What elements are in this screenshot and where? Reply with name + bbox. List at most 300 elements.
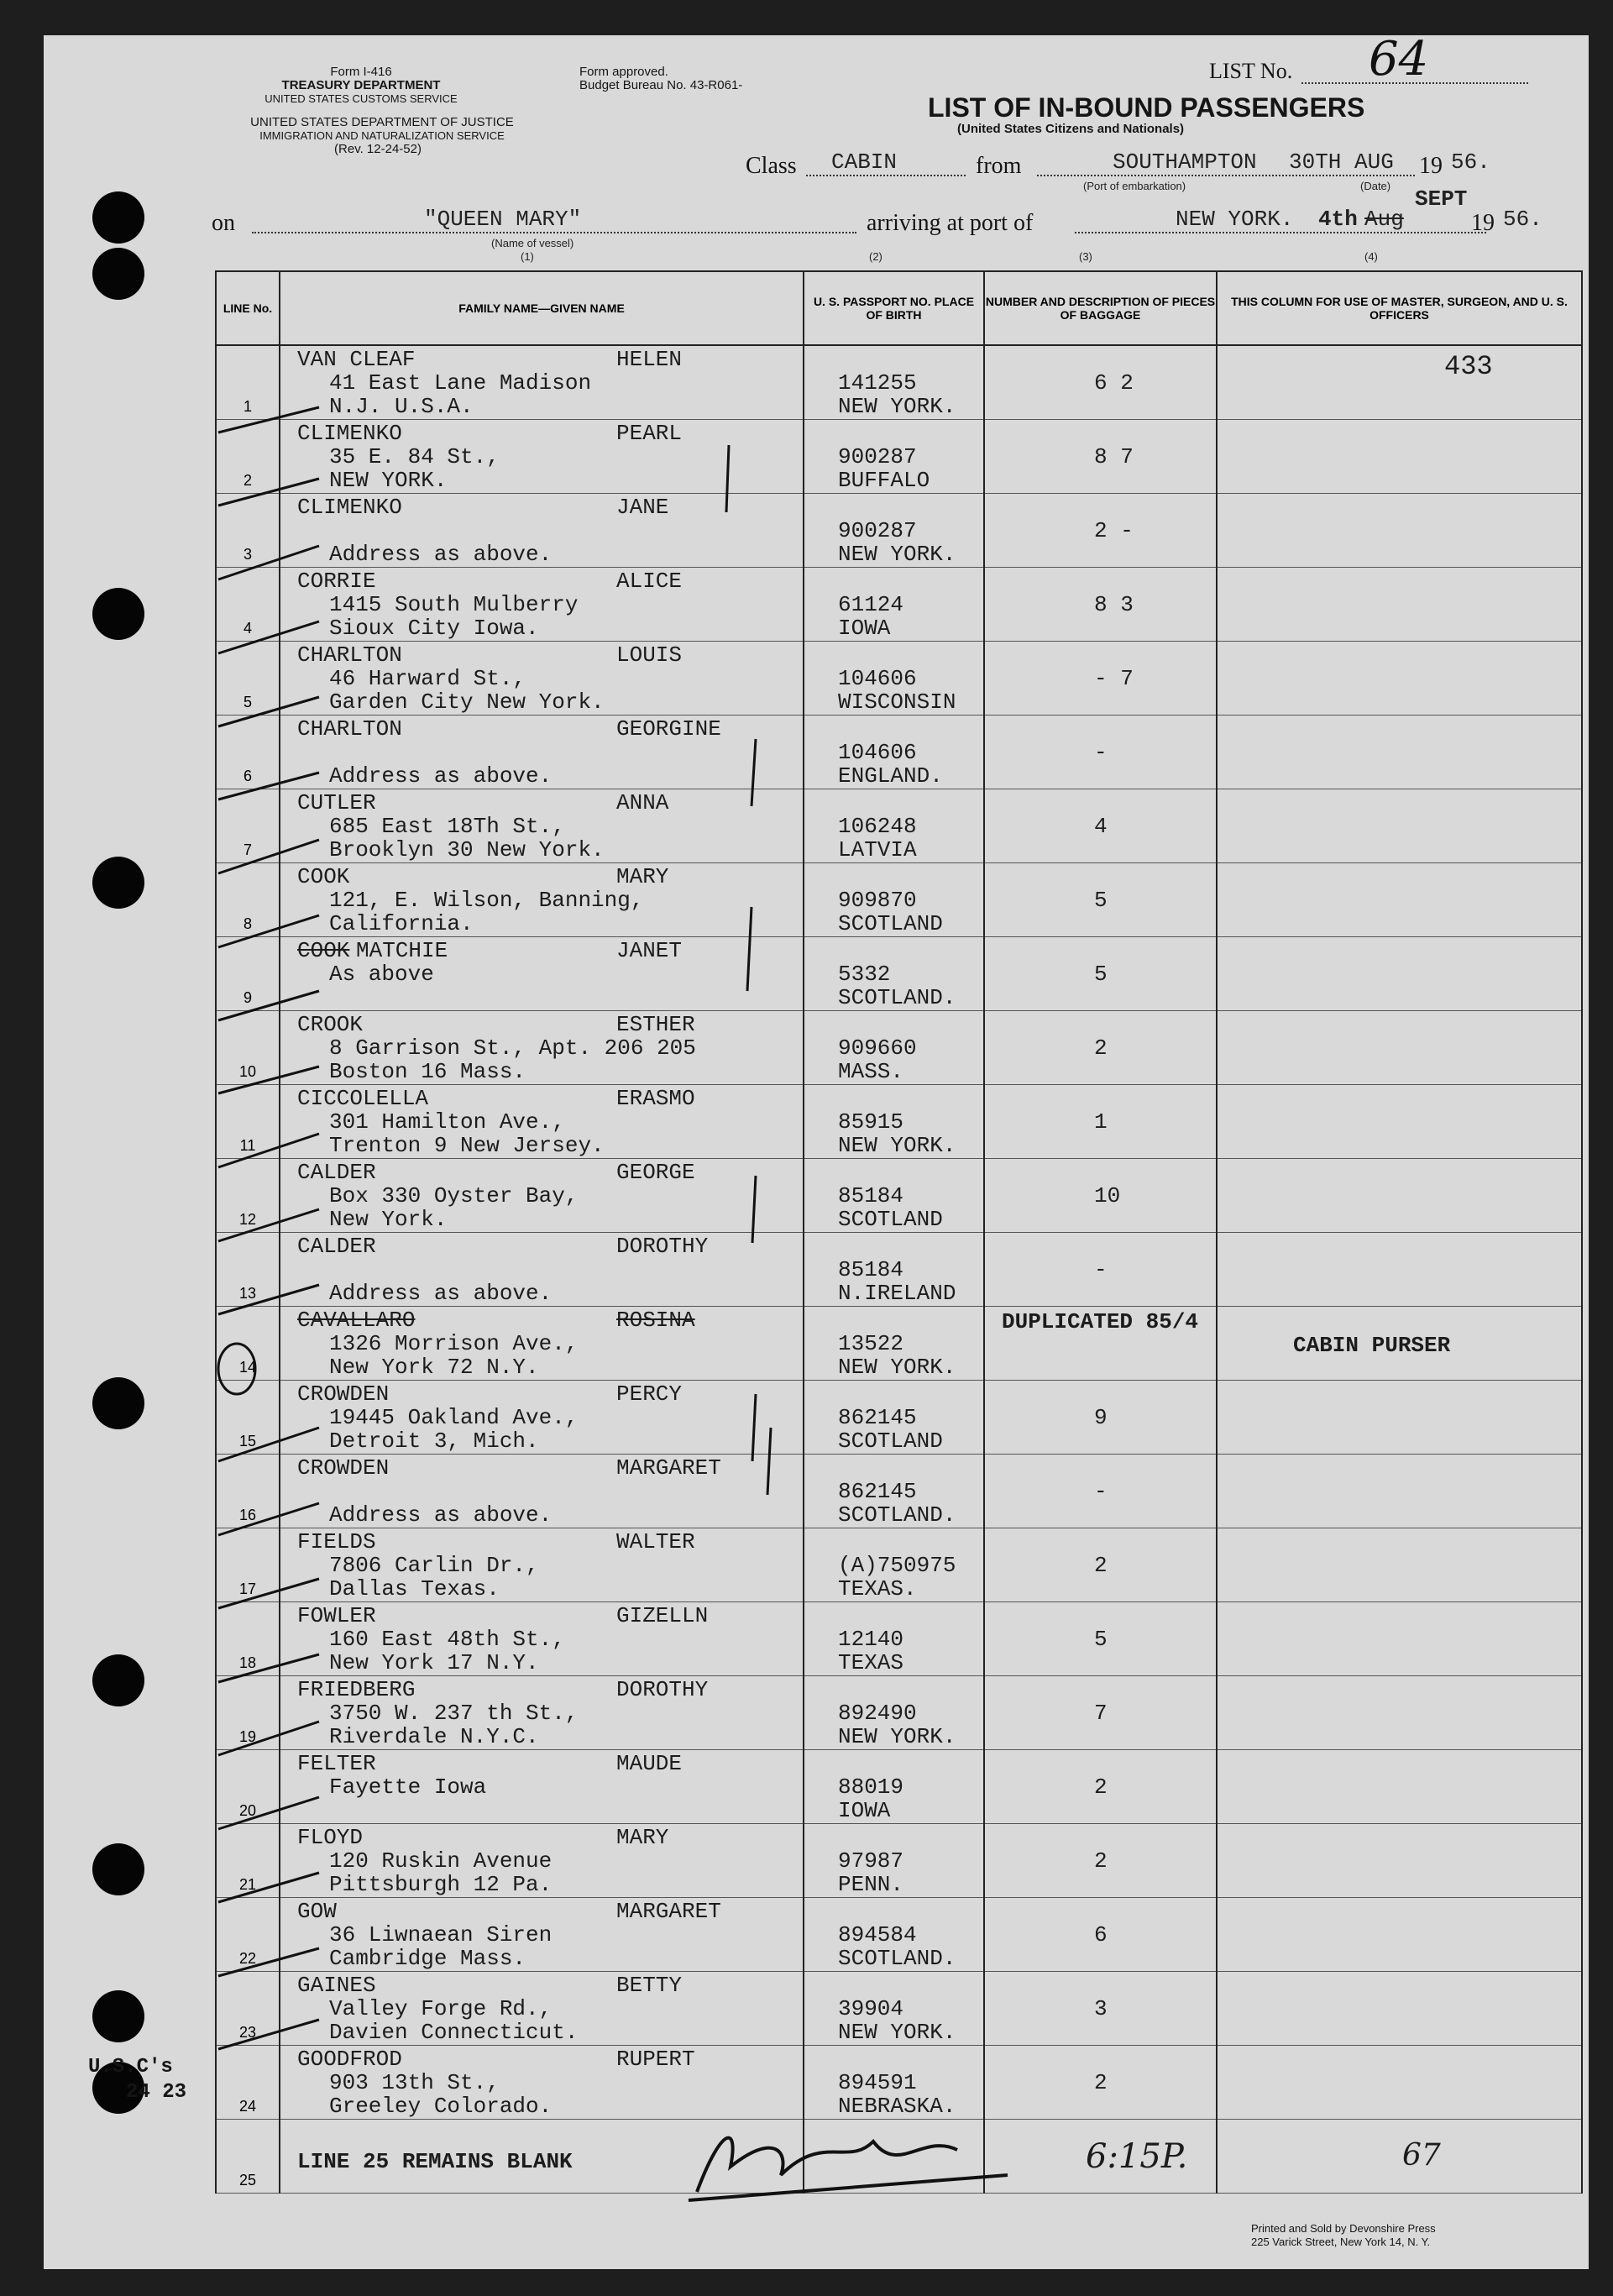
binder-hole: [92, 588, 144, 640]
inspector-ticks: [202, 336, 806, 2183]
passport-number: 894591: [838, 2070, 917, 2095]
address-line-2: New York.: [329, 1207, 448, 1232]
passport-number: 97987: [838, 1848, 904, 1874]
line-number: 2: [243, 472, 252, 489]
passport-number: (A)750975: [838, 1553, 956, 1578]
passport-number: 909660: [838, 1035, 917, 1061]
address-line-1: 1326 Morrison Ave.,: [329, 1331, 579, 1356]
given-name: ROSINA: [616, 1308, 695, 1333]
binder-hole: [92, 857, 144, 909]
place-of-birth: SCOTLAND: [838, 911, 943, 936]
col-line-header: LINE No.: [216, 271, 280, 345]
on-label: on: [212, 210, 235, 236]
address-line-2: Boston 16 Mass.: [329, 1059, 526, 1084]
dept-treasury: TREASURY DEPARTMENT: [281, 78, 441, 92]
vessel-line: [252, 232, 856, 233]
place-of-birth: IOWA: [838, 616, 891, 641]
form-subtitle: (United States Citizens and Nationals): [957, 122, 1185, 136]
passport-cell: [804, 345, 984, 420]
form-revision: (Rev. 12-24-52): [334, 142, 422, 156]
baggage-cell: [984, 1011, 1217, 1085]
line-number: 12: [238, 1211, 257, 1228]
passport-cell: [804, 1159, 984, 1233]
baggage-cell: [984, 716, 1217, 789]
class-value: CABIN: [831, 149, 898, 175]
place-of-birth: SCOTLAND.: [838, 985, 956, 1010]
baggage-count: 4: [1094, 814, 1108, 839]
officer-note: CABIN PURSER: [1293, 1333, 1451, 1358]
margin-note-usc: U.S.C's: [88, 2056, 173, 2078]
address-line-1: 903 13th St.,: [329, 2070, 500, 2095]
passport-cell: [804, 1602, 984, 1676]
baggage-cell: [984, 568, 1217, 642]
passport-number: 141255: [838, 370, 917, 396]
baggage-cell: [984, 494, 1217, 568]
address-line-1: Valley Forge Rd.,: [329, 1996, 553, 2021]
given-name: BETTY: [616, 1973, 683, 1998]
passport-cell: [804, 420, 984, 494]
place-of-birth: ENGLAND.: [838, 763, 943, 789]
baggage-count: 2 -: [1094, 518, 1134, 543]
given-name: MARY: [616, 1825, 669, 1850]
baggage-count: 5: [1094, 888, 1108, 913]
address-line-2: Pittsburgh 12 Pa.: [329, 1872, 553, 1897]
family-name: FLOYD: [297, 1825, 364, 1850]
line-number: 5: [243, 694, 252, 710]
embarkation-date: 30TH AUG: [1289, 149, 1394, 175]
passport-cell: [804, 1676, 984, 1750]
port-embark-caption: (Port of embarkation): [1083, 180, 1186, 192]
place-of-birth: SCOTLAND: [838, 1428, 943, 1454]
baggage-count: 2: [1094, 1035, 1108, 1061]
col-passport-header: U. S. PASSPORT NO. PLACE OF BIRTH: [804, 271, 984, 345]
address-line-1: 41 East Lane Madison: [329, 370, 592, 396]
baggage-count: 2: [1094, 2070, 1108, 2095]
given-name: MARGARET: [616, 1455, 721, 1481]
passport-number: 85184: [838, 1257, 904, 1282]
baggage-count: 9: [1094, 1405, 1108, 1430]
address-line-1: 36 Liwnaean Siren: [329, 1922, 553, 1947]
place-of-birth: SCOTLAND.: [838, 1946, 956, 1971]
baggage-count: 6: [1094, 1922, 1108, 1947]
given-name: MARGARET: [616, 1899, 721, 1924]
address-line-1: 35 E. 84 St.,: [329, 444, 500, 469]
family-name: MATCHIE: [356, 938, 448, 963]
passport-number: 5332: [838, 962, 891, 987]
given-name: DOROTHY: [616, 1677, 709, 1702]
passport-number: 909870: [838, 888, 917, 913]
line-number: 18: [238, 1654, 257, 1671]
family-name: CALDER: [297, 1234, 376, 1259]
family-name: CROWDEN: [297, 1455, 390, 1481]
place-of-birth: NEW YORK.: [838, 2020, 956, 2045]
passport-number: 12140: [838, 1627, 904, 1652]
officer-cell: [1217, 1750, 1582, 1824]
baggage-cell: [984, 1381, 1217, 1455]
address-line-1: 120 Ruskin Avenue: [329, 1848, 553, 1874]
passport-cell: [804, 937, 984, 1011]
line-number: 13: [238, 1285, 257, 1302]
port-of-embarkation: SOUTHAMPTON: [1113, 149, 1257, 175]
baggage-cell: [984, 1307, 1217, 1381]
passport-cell: [804, 642, 984, 716]
printer-address: 225 Varick Street, New York 14, N. Y.: [1251, 2236, 1431, 2248]
place-of-birth: LATVIA: [838, 837, 917, 862]
arrival-year: 56.: [1503, 207, 1542, 232]
col-baggage-header: NUMBER AND DESCRIPTION OF PIECES OF BAGGAGE: [984, 271, 1217, 345]
address-line-2: California.: [329, 911, 474, 936]
officer-cell: [1217, 568, 1582, 642]
col-name-header: FAMILY NAME—GIVEN NAME: [280, 271, 804, 345]
officer-cell: [1217, 1676, 1582, 1750]
given-name: ESTHER: [616, 1012, 695, 1037]
baggage-count: 2: [1094, 1774, 1108, 1800]
given-name: DOROTHY: [616, 1234, 709, 1259]
family-name: FOWLER: [297, 1603, 376, 1628]
passport-number: 39904: [838, 1996, 904, 2021]
place-of-birth: SCOTLAND: [838, 1207, 943, 1232]
baggage-cell: [984, 2046, 1217, 2120]
passport-cell: [804, 1381, 984, 1455]
passport-cell: [804, 863, 984, 937]
officer-cell: [1217, 2120, 1582, 2194]
baggage-count: - 7: [1094, 666, 1134, 691]
family-name: GOW: [297, 1899, 337, 1924]
baggage-count: -: [1094, 1479, 1108, 1504]
family-name: CHARLTON: [297, 716, 402, 742]
address-line-1: 46 Harward St.,: [329, 666, 526, 691]
given-name: ALICE: [616, 569, 683, 594]
budget-bureau: Budget Bureau No. 43-R061-: [579, 78, 743, 92]
address-line-2: Cambridge Mass.: [329, 1946, 526, 1971]
officer-cell: [1217, 1824, 1582, 1898]
officer-cell: [1217, 1972, 1582, 2046]
address-line-2: Garden City New York.: [329, 689, 605, 715]
passport-number: 85915: [838, 1109, 904, 1135]
address-line-1: As above: [329, 962, 434, 987]
passport-number: 104606: [838, 740, 917, 765]
table-header-row: [216, 271, 1582, 345]
address-line-2: New York 17 N.Y.: [329, 1650, 539, 1675]
passport-cell: [804, 1898, 984, 1972]
year-prefix-arrival: 19: [1471, 210, 1495, 236]
line-number: 6: [243, 768, 252, 784]
binder-hole: [92, 1654, 144, 1706]
passport-cell: [804, 1750, 984, 1824]
line-number: 7: [243, 841, 252, 858]
address-line-1: 121, E. Wilson, Banning,: [329, 888, 644, 913]
baggage-count: 8 7: [1094, 444, 1134, 469]
given-name: HELEN: [616, 347, 683, 372]
family-name: CLIMENKO: [297, 495, 402, 520]
baggage-cell: [984, 1455, 1217, 1528]
margin-note-count: 24 23: [126, 2081, 187, 2104]
line-number: 1: [243, 398, 252, 415]
family-name: VAN CLEAF: [297, 347, 416, 372]
embark-line: [1037, 175, 1415, 176]
line-number: 19: [238, 1728, 257, 1745]
dept-justice: UNITED STATES DEPARTMENT OF JUSTICE: [250, 115, 514, 129]
passport-number: 900287: [838, 518, 917, 543]
officer-cell: [1217, 1455, 1582, 1528]
line-number: 25: [238, 2172, 257, 2189]
family-name: CLIMENKO: [297, 421, 402, 446]
place-of-birth: N.IRELAND: [838, 1281, 956, 1306]
address-line-2: Address as above.: [329, 1502, 553, 1528]
officer-note: 433: [1444, 351, 1493, 382]
embarkation-year: 56.: [1451, 149, 1490, 175]
officer-cell: [1217, 1898, 1582, 1972]
baggage-count: 5: [1094, 1627, 1108, 1652]
family-name: CROWDEN: [297, 1381, 390, 1407]
given-name: MARY: [616, 864, 669, 889]
passport-cell: [804, 1011, 984, 1085]
address-line-2: Trenton 9 New Jersey.: [329, 1133, 605, 1158]
line-number: 10: [238, 1063, 257, 1080]
passport-number: 106248: [838, 814, 917, 839]
baggage-count: 10: [1094, 1183, 1121, 1208]
passport-cell: [804, 1233, 984, 1307]
family-name: FIELDS: [297, 1529, 376, 1554]
officer-cell: [1217, 1602, 1582, 1676]
address-line-2: Davien Connecticut.: [329, 2020, 579, 2045]
passport-number: 88019: [838, 1774, 904, 1800]
line-number: 9: [243, 989, 252, 1006]
form-title: LIST OF IN-BOUND PASSENGERS: [928, 92, 1365, 123]
place-of-birth: WISCONSIN: [838, 689, 956, 715]
column-caption-2: (2): [869, 250, 882, 263]
given-name: PERCY: [616, 1381, 683, 1407]
printer-credit: Printed and Sold by Devonshire Press: [1251, 2222, 1436, 2235]
officer-cell: [1217, 716, 1582, 789]
address-line-2: Address as above.: [329, 542, 553, 567]
family-name-struck: COOK: [297, 938, 350, 963]
baggage-cell: [984, 1824, 1217, 1898]
line-number: 16: [238, 1507, 257, 1523]
arrival-month-struck: Aug: [1364, 207, 1404, 232]
address-line-2: New York 72 N.Y.: [329, 1355, 539, 1380]
form-id: Form I-416: [330, 65, 392, 79]
baggage-cell: [984, 1750, 1217, 1824]
list-number-value: 64: [1369, 32, 1429, 86]
baggage-count: -: [1094, 740, 1108, 765]
given-name: GEORGINE: [616, 716, 721, 742]
family-name: COOK: [297, 864, 350, 889]
baggage-cell: [984, 1159, 1217, 1233]
place-of-birth: MASS.: [838, 1059, 904, 1084]
given-name: GEORGE: [616, 1160, 695, 1185]
place-of-birth: SCOTLAND.: [838, 1502, 956, 1528]
given-name: GIZELLN: [616, 1603, 709, 1628]
address-line-2: Detroit 3, Mich.: [329, 1428, 539, 1454]
place-of-birth: NEW YORK.: [838, 1133, 956, 1158]
family-name: CHARLTON: [297, 642, 402, 668]
place-of-birth: BUFFALO: [838, 468, 930, 493]
family-name: FELTER: [297, 1751, 376, 1776]
address-line-2: Brooklyn 30 New York.: [329, 837, 605, 862]
place-of-birth: NEW YORK.: [838, 394, 956, 419]
arrival-day: 4th: [1318, 207, 1358, 232]
address-line-1: Box 330 Oyster Bay,: [329, 1183, 579, 1208]
inspector-signature: [672, 2116, 1024, 2209]
address-line-2: Greeley Colorado.: [329, 2094, 553, 2119]
line-number: 14: [238, 1359, 257, 1376]
officer-cell: [1217, 642, 1582, 716]
list-number-label: LIST No.: [1209, 59, 1293, 83]
passport-number: 104606: [838, 666, 917, 691]
officer-cell: [1217, 420, 1582, 494]
passport-cell: [804, 1528, 984, 1602]
place-of-birth: NEBRASKA.: [838, 2094, 956, 2119]
year-prefix-embark: 19: [1419, 153, 1443, 179]
line-number: 17: [238, 1580, 257, 1597]
baggage-count: 8 3: [1094, 592, 1134, 617]
family-name: GOODFROD: [297, 2047, 402, 2072]
officer-cell: [1217, 863, 1582, 937]
column-caption-3: (3): [1079, 250, 1092, 263]
address-line-2: Dallas Texas.: [329, 1576, 500, 1601]
passport-cell: [804, 494, 984, 568]
baggage-cell: [984, 345, 1217, 420]
line-number: 20: [238, 1802, 257, 1819]
place-of-birth: IOWA: [838, 1798, 891, 1823]
passport-number: 61124: [838, 592, 904, 617]
officer-note: 67: [1402, 2138, 1441, 2173]
address-line-2: Address as above.: [329, 763, 553, 789]
given-name: PEARL: [616, 421, 683, 446]
family-name: CALDER: [297, 1160, 376, 1185]
officer-cell: [1217, 1159, 1582, 1233]
officer-cell: [1217, 2046, 1582, 2120]
officer-cell: [1217, 1233, 1582, 1307]
given-name: JANE: [616, 495, 669, 520]
line-number: 22: [238, 1950, 257, 1967]
address-line-2: N.J. U.S.A.: [329, 394, 474, 419]
line-number: 11: [239, 1137, 256, 1154]
vessel-caption: (Name of vessel): [491, 237, 574, 249]
address-line-1: 301 Hamilton Ave.,: [329, 1109, 565, 1135]
address-line-2: NEW YORK.: [329, 468, 448, 493]
binder-hole: [92, 1990, 144, 2042]
officer-cell: [1217, 1381, 1582, 1455]
address-line-1: Fayette Iowa: [329, 1774, 487, 1800]
passport-number: 892490: [838, 1701, 917, 1726]
baggage-count: 2: [1094, 1848, 1108, 1874]
line-number: 24: [238, 2098, 257, 2115]
place-of-birth: TEXAS: [838, 1650, 904, 1675]
binder-hole: [92, 1843, 144, 1895]
address-line-1: 19445 Oakland Ave.,: [329, 1405, 579, 1430]
baggage-cell: [984, 937, 1217, 1011]
baggage-cell: [984, 642, 1217, 716]
baggage-count: 5: [1094, 962, 1108, 987]
family-name: CORRIE: [297, 569, 376, 594]
column-caption-4: (4): [1364, 250, 1378, 263]
family-name: CICCOLELLA: [297, 1086, 429, 1111]
place-of-birth: TEXAS.: [838, 1576, 917, 1601]
given-name: ERASMO: [616, 1086, 695, 1111]
address-line-2: Address as above.: [329, 1281, 553, 1306]
arrival-port: NEW YORK.: [1176, 207, 1294, 232]
baggage-count: 2: [1094, 1553, 1108, 1578]
arrival-month: SEPT: [1415, 186, 1468, 212]
vessel-name: "QUEEN MARY": [424, 207, 582, 232]
arriving-label: arriving at port of: [867, 210, 1034, 236]
address-line-1: 3750 W. 237 th St.,: [329, 1701, 579, 1726]
officer-cell: [1217, 494, 1582, 568]
given-name: WALTER: [616, 1529, 695, 1554]
passport-cell: [804, 789, 984, 863]
baggage-cell: [984, 1085, 1217, 1159]
line-number: 23: [238, 2024, 257, 2041]
address-line-1: 8 Garrison St., Apt. 206 205: [329, 1035, 696, 1061]
class-line: [806, 175, 966, 176]
passport-cell: [804, 2046, 984, 2120]
passport-cell: [804, 1455, 984, 1528]
address-line-2: Sioux City Iowa.: [329, 616, 539, 641]
passport-number: 900287: [838, 444, 917, 469]
passport-number: 85184: [838, 1183, 904, 1208]
place-of-birth: NEW YORK.: [838, 1355, 956, 1380]
line-number: 3: [243, 546, 252, 563]
baggage-cell: [984, 1233, 1217, 1307]
baggage-count: -: [1094, 1257, 1108, 1282]
place-of-birth: PENN.: [838, 1872, 904, 1897]
officer-cell: [1217, 345, 1582, 420]
passport-cell: [804, 1972, 984, 2046]
baggage-cell: [984, 863, 1217, 937]
baggage-count: 7: [1094, 1701, 1108, 1726]
family-name: FRIEDBERG: [297, 1677, 416, 1702]
passport-number: 894584: [838, 1922, 917, 1947]
line-number: 21: [238, 1876, 257, 1893]
officer-cell: [1217, 1085, 1582, 1159]
binder-hole: [92, 191, 144, 244]
officer-cell: [1217, 1307, 1582, 1381]
col-officers-header: THIS COLUMN FOR USE OF MASTER, SURGEON, AND U. S. OFFICERS: [1217, 271, 1582, 345]
baggage-cell: [984, 1602, 1217, 1676]
baggage-count: 3: [1094, 1996, 1108, 2021]
baggage-cell: [984, 1528, 1217, 1602]
officer-cell: [1217, 789, 1582, 863]
officer-cell: [1217, 1011, 1582, 1085]
address-line-1: 7806 Carlin Dr.,: [329, 1553, 539, 1578]
passport-cell: [804, 1085, 984, 1159]
arrival-line: [1075, 232, 1486, 233]
baggage-count: 1: [1094, 1109, 1108, 1135]
class-label: Class: [746, 153, 797, 179]
address-line-2: Riverdale N.Y.C.: [329, 1724, 539, 1749]
binder-hole: [92, 248, 144, 300]
officer-cell: [1217, 937, 1582, 1011]
family-name: GAINES: [297, 1973, 376, 1998]
family-name: CUTLER: [297, 790, 376, 815]
baggage-count: 6:15P.: [1086, 2137, 1188, 2176]
address-line-1: LINE 25 REMAINS BLANK: [297, 2149, 573, 2174]
passport-cell: [804, 568, 984, 642]
given-name: RUPERT: [616, 2047, 695, 2072]
passport-number: 862145: [838, 1405, 917, 1430]
baggage-count: DUPLICATED 85/4: [1002, 1309, 1199, 1334]
place-of-birth: NEW YORK.: [838, 542, 956, 567]
baggage-cell: [984, 1676, 1217, 1750]
family-name: CROOK: [297, 1012, 364, 1037]
line-number: 4: [243, 620, 252, 637]
passport-cell: [804, 1824, 984, 1898]
binder-hole: [92, 1377, 144, 1429]
passport-number: 13522: [838, 1331, 904, 1356]
from-label: from: [976, 153, 1022, 179]
